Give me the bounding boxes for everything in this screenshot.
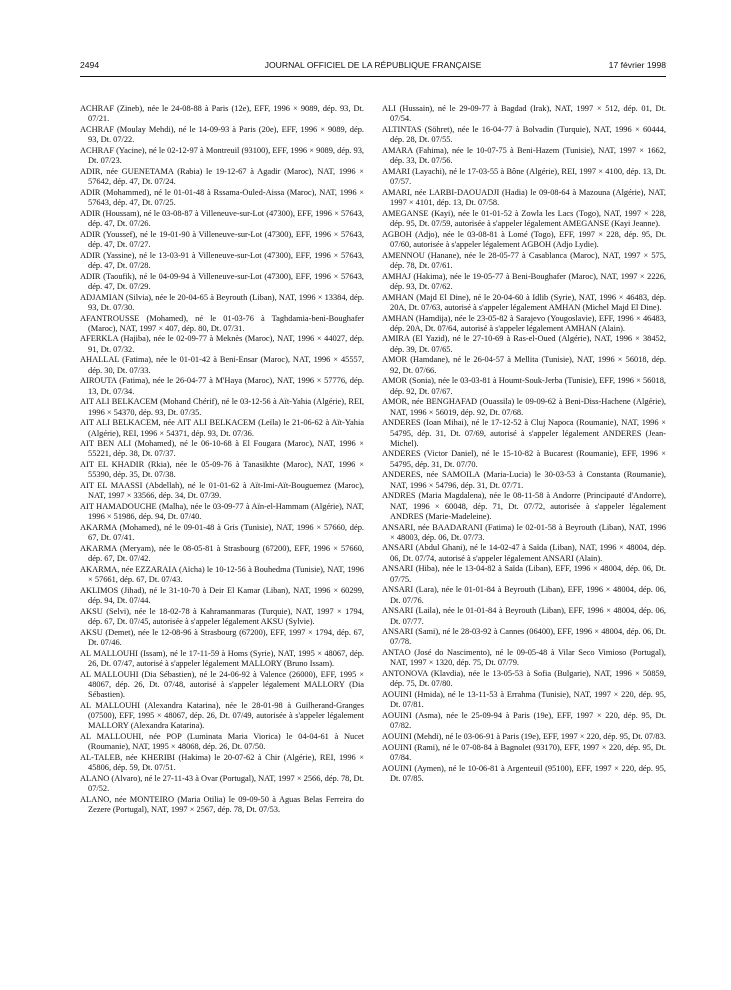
registry-entry: ANSARI, née BAADARANI (Fatima) le 02-01-58 à Beyrouth (Liban), NAT, 1996 × 48003, dép. 06, Dt. 07/73.	[382, 522, 666, 542]
registry-entry: AKLIMOS (Jihad), né le 31-10-70 à Deir El Kamar (Liban), NAT, 1996 × 60299, dép. 94, Dt. 07/44.	[80, 585, 364, 606]
right-column	[382, 104, 666, 785]
registry-entry: ANTONOVA (Klavdia), née le 13-05-53 à Sofia (Bulgarie), NAT, 1996 × 50859, dép. 75, Dt. 07/80.	[382, 669, 666, 689]
registry-entry: ALANO (Alvaro), né le 27-11-43 à Ovar (Portugal), NAT, 1997 × 2566, dép. 78, Dt. 07/52.	[80, 773, 364, 794]
publication-date: 17 février 1998	[608, 60, 666, 70]
registry-entry: AIT EL MAASSI (Abdellah), né le 01-01-62 à Aït-Imi-Aït-Bouguemez (Maroc), NAT, 1997 × 33566, dép. 34, Dt. 07/39.	[80, 481, 364, 501]
registry-entry: ALTINTAS (Söhret), née le 16-04-77 à Bolvadin (Turquie), NAT, 1996 × 60444, dép. 28, Dt. 07/55.	[382, 124, 666, 145]
registry-entry: AIT EL KHADIR (Rkia), née le 05-09-76 à Tanasikhte (Maroc), NAT, 1996 × 55390, dép. 35, Dt. 07/38.	[80, 460, 364, 480]
registry-entry: AMOR (Hamdane), né le 26-04-57 à Mellita (Tunisie), NAT, 1996 × 56018, dép. 92, Dt. 07/66.	[382, 355, 666, 375]
registry-entry: AFERKLA (Hajiba), née le 02-09-77 à Meknès (Maroc), NAT, 1996 × 44027, dép. 91, Dt. 07/32.	[80, 334, 364, 354]
registry-entry: ACHRAF (Yacine), né le 02-12-97 à Montreuil (93100), EFF, 1996 × 9089, dép. 93, Dt. 07/23.	[80, 145, 364, 166]
registry-entry: AOUINI (Hmida), né le 13-11-53 à Errahma (Tunisie), NAT, 1997 × 220, dép. 95, Dt. 07/81.	[382, 690, 666, 710]
registry-entry: ANDERES, née SAMOILA (Maria-Lucia) le 30-03-53 à Constanta (Roumanie), NAT, 1996 × 54796, dép. 31, Dt. 07/71.	[382, 470, 666, 490]
registry-entry: AMARI (Layachi), né le 17-03-55 à Bône (Algérie), REI, 1997 × 4100, dép. 13, Dt. 07/57.	[382, 166, 666, 187]
registry-entry: AIT ALI BELKACEM (Mohand Chérif), né le 03-12-56 à Aït-Yahia (Algérie), REI, 1996 × 54370, dép. 93, Dt. 07/35.	[80, 397, 364, 417]
registry-entry: AOUINI (Mehdi), né le 03-06-91 à Paris (19e), EFF, 1997 × 220, dép. 95, Dt. 07/83.	[382, 732, 666, 742]
registry-entry: ANDERES (Ioan Mihai), né le 17-12-52 à Cluj Napoca (Roumanie), NAT, 1996 × 54795, dép. 31, Dt. 07/69, autorisé à s'appeler légalement ANDERES (Jean-Michel).	[382, 418, 666, 448]
registry-entry: AMENNOU (Hanane), née le 28-05-77 à Casablanca (Maroc), NAT, 1997 × 575, dép. 78, Dt. 07/61.	[382, 250, 666, 270]
registry-entry: AKSU (Selvi), née le 18-02-78 à Kahramanmaras (Turquie), NAT, 1997 × 1794, dép. 67, Dt. 07/45, autorisée à s'appeler légalement AKSU (Sylvie).	[80, 606, 364, 627]
registry-entry: AMHAN (Majd El Dine), né le 20-04-60 à Idlib (Syrie), NAT, 1996 × 46483, dép. 20A, Dt. 07/63, autorisé à s'appeler légalement AMHAN (Michel Majd El Dine).	[382, 292, 666, 312]
registry-entry: AIROUTA (Fatima), née le 26-04-77 à M'Haya (Maroc), NAT, 1996 × 57776, dép. 13, Dt. 07/34.	[80, 376, 364, 396]
registry-entry: AL MALLOUHI (Issam), né le 17-11-59 à Homs (Syrie), NAT, 1995 × 48067, dép. 26, Dt. 07/47, autorisé à s'appeler légalement MALLORY (Bruno Issam).	[80, 648, 364, 668]
registry-entry: ADIR (Youssef), né le 19-01-90 à Villeneuve-sur-Lot (47300), EFF, 1996 × 57643, dép. 47, Dt. 07/27.	[80, 229, 364, 249]
registry-entry: ADIR (Houssam), né le 03-08-87 à Villeneuve-sur-Lot (47300), EFF, 1996 × 57643, dép. 47, Dt. 07/26.	[80, 208, 364, 228]
registry-entry: ANDRES (Maria Magdalena), née le 08-11-58 à Andorre (Principauté d'Andorre), NAT, 1996 × 60048, dép. 71, Dt. 07/72, autorisée à s'appeler légalement ANDRES (Marie-Madeleine).	[382, 491, 666, 521]
registry-entry: AKARMA (Meryam), née le 08-05-81 à Strasbourg (67200), EFF, 1996 × 57660, dép. 67, Dt. 07/42.	[80, 544, 364, 564]
registry-entry: ANTAO (José do Nascimento), né le 09-05-48 à Vilar Seco Vimioso (Portugal), NAT, 1997 × 1320, dép. 75, Dt. 07/79.	[382, 648, 666, 668]
registry-entry: ANSARI (Sami), né le 28-03-92 à Cannes (06400), EFF, 1996 × 48004, dép. 06, Dt. 07/78.	[382, 627, 666, 647]
registry-entry: AOUINI (Asma), née le 25-09-94 à Paris (19e), EFF, 1997 × 220, dép. 95, Dt. 07/82.	[382, 711, 666, 731]
registry-entry: ACHRAF (Zineb), née le 24-08-88 à Paris (12e), EFF, 1996 × 9089, dép. 93, Dt. 07/21.	[80, 104, 364, 124]
registry-entry: ANSARI (Hiba), née le 13-04-82 à Saïda (Liban), EFF, 1996 × 48004, dép. 06, Dt. 07/75.	[382, 564, 666, 584]
registry-entry: AIT HAMADOUCHE (Malha), née le 03-09-77 à Aïn-el-Hammam (Algérie), NAT, 1996 × 51986, dép. 94, Dt. 07/40.	[80, 502, 364, 522]
registry-entry: AMOR, née BENGHAFAD (Ouassila) le 09-09-62 à Beni-Diss-Hachene (Algérie), NAT, 1996 × 56019, dép. 92, Dt. 07/68.	[382, 397, 666, 417]
registry-entry: AIT ALI BELKACEM, née AIT ALI BELKACEM (Leïla) le 21-06-62 à Aït-Yahia (Algérie), REI, 1996 × 54371, dép. 93, Dt. 07/36.	[80, 418, 364, 438]
registry-entry: AGBOH (Adjo), née le 03-08-81 à Lomé (Togo), EFF, 1997 × 228, dép. 95, Dt. 07/60, autorisée à s'appeler légalement AGBOH (Adjo Lydie).	[382, 229, 666, 249]
left-column	[80, 104, 364, 816]
registry-entry: AMARA (Fahima), née le 10-07-75 à Beni-Hazem (Tunisie), NAT, 1997 × 1662, dép. 33, Dt. 07/56.	[382, 145, 666, 166]
registry-entry: ANSARI (Laila), née le 01-01-84 à Beyrouth (Liban), EFF, 1996 × 48004, dép. 06, Dt. 07/77.	[382, 606, 666, 626]
registry-entry: ADIR, née GUENETAMA (Rabia) le 19-12-67 à Agadir (Maroc), NAT, 1996 × 57642, dép. 47, Dt. 07/24.	[80, 166, 364, 187]
registry-entry: ANSARI (Abdul Ghani), né le 14-02-47 à Saïda (Liban), NAT, 1996 × 48004, dép. 06, Dt. 07/74, autorisé à s'appeler légalement ANSARI (Alain).	[382, 543, 666, 563]
registry-entry: ANSARI (Lara), née le 01-01-84 à Beyrouth (Liban), EFF, 1996 × 48004, dép. 06, Dt. 07/76.	[382, 585, 666, 605]
registry-entry: ADIR (Mohammed), né le 01-01-48 à Rssama-Ouled-Aissa (Maroc), NAT, 1996 × 57643, dép. 47, Dt. 07/25.	[80, 187, 364, 208]
header-rule	[80, 76, 666, 77]
registry-entry: ALI (Hussain), né le 29-09-77 à Bagdad (Irak), NAT, 1997 × 512, dép. 01, Dt. 07/54.	[382, 104, 666, 124]
registry-entry: ADIR (Taoufik), né le 04-09-94 à Villeneuve-sur-Lot (47300), EFF, 1996 × 57643, dép. 47, Dt. 07/29.	[80, 271, 364, 291]
registry-entry: AIT BEN ALI (Mohamed), né le 06-10-68 à El Fougara (Maroc), NAT, 1996 × 55221, dép. 38, Dt. 07/37.	[80, 439, 364, 459]
registry-entry: AOUINI (Rami), né le 07-08-84 à Bagnolet (93170), EFF, 1997 × 220, dép. 95, Dt. 07/84.	[382, 742, 666, 762]
registry-entry: AL MALLOUHI, née POP (Luminata Maria Viorica) le 04-04-61 à Nucet (Roumanie), NAT, 1995 × 48068, dép. 26, Dt. 07/50.	[80, 732, 364, 752]
registry-entry: AMEGANSE (Kayi), née le 01-01-52 à Zowla les Lacs (Togo), NAT, 1997 × 228, dép. 95, Dt. 07/59, autorisée à s'appeler légalement AMEGANSE (Kayi Jeanne).	[382, 208, 666, 228]
registry-entry: AMIRA (El Yazid), né le 27-10-69 à Ras-el-Oued (Algérie), NAT, 1996 × 38452, dép. 39, Dt. 07/65.	[382, 334, 666, 354]
registry-entry: AKSU (Demet), née le 12-08-96 à Strasbourg (67200), EFF, 1997 × 1794, dép. 67, Dt. 07/46.	[80, 627, 364, 648]
registry-entry: AL MALLOUHI (Alexandra Katarina), née le 28-01-98 à Guilherand-Granges (07500), EFF, 1995 × 48067, dép. 26, Dt. 07/49, autorisée à s'appeler légalement MALLORY (Alexandra Katarina).	[80, 700, 364, 731]
page-number: 2494	[80, 60, 100, 70]
journal-title: JOURNAL OFFICIEL DE LA RÉPUBLIQUE FRANÇAISE	[264, 60, 482, 70]
registry-entry: AOUINI (Aymen), né le 10-06-81 à Argenteuil (95100), EFF, 1997 × 220, dép. 95, Dt. 07/85.	[382, 763, 666, 783]
registry-entry: AL MALLOUHI (Dia Sébastien), né le 24-06-92 à Valence (26000), EFF, 1995 × 48067, dép. 26, Dt. 07/48, autorisé à s'appeler légalement MALLORY (Dia Sébastien).	[80, 669, 364, 700]
registry-entry: AMHAN (Hamdija), née le 23-05-82 à Sarajevo (Yougoslavie), EFF, 1996 × 46483, dép. 20A, Dt. 07/64, autorisé à s'appeler légalement AMHAN (Alain).	[382, 313, 666, 333]
registry-entry: AHALLAL (Fatima), née le 01-01-42 à Beni-Ensar (Maroc), NAT, 1996 × 45557, dép. 30, Dt. 07/33.	[80, 355, 364, 375]
registry-entry: AFANTROUSSE (Mohamed), né le 01-03-76 à Taghdamia-beni-Boughafer (Maroc), NAT, 1997 × 407, dép. 80, Dt. 07/31.	[80, 313, 364, 333]
registry-entry: AMOR (Sonia), née le 03-03-81 à Houmt-Souk-Jerba (Tunisie), EFF, 1996 × 56018, dép. 92, Dt. 07/67.	[382, 376, 666, 396]
registry-entry: ACHRAF (Moulay Mehdi), né le 14-09-93 à Paris (20e), EFF, 1996 × 9089, dép. 93, Dt. 07/22.	[80, 124, 364, 145]
registry-entry: ADJAMIAN (Silvia), née le 20-04-65 à Beyrouth (Liban), NAT, 1996 × 13384, dép. 93, Dt. 07/30.	[80, 292, 364, 312]
registry-entry: AL-TALEB, née KHERIBI (Hakima) le 20-07-62 à Chir (Algérie), REI, 1996 × 45806, dép. 59, Dt. 07/51.	[80, 753, 364, 773]
registry-entry: AMARI, née LARBI-DAOUADJI (Hadia) le 09-08-64 à Mazouna (Algérie), NAT, 1997 × 4101, dép. 13, Dt. 07/58.	[382, 187, 666, 208]
registry-entry: ADIR (Yassine), né le 13-03-91 à Villeneuve-sur-Lot (47300), EFF, 1996 × 57643, dép. 47, Dt. 07/28.	[80, 250, 364, 270]
registry-entry: AMHAJ (Hakima), née le 19-05-77 à Beni-Boughafer (Maroc), NAT, 1997 × 2226, dép. 93, Dt. 07/62.	[382, 271, 666, 291]
registry-entry: AKARMA (Mohamed), né le 09-01-48 à Gris (Tunisie), NAT, 1996 × 57660, dép. 67, Dt. 07/41.	[80, 523, 364, 543]
page-header	[80, 60, 666, 74]
registry-entry: AKARMA, née EZZARAIA (Aïcha) le 10-12-56 à Bouhedma (Tunisie), NAT, 1996 × 57661, dép. 67, Dt. 07/43.	[80, 564, 364, 585]
registry-entry: ALANO, née MONTEIRO (Maria Otilia) le 09-09-50 à Aguas Belas Ferreira do Zezere (Portugal), NAT, 1997 × 2567, dép. 78, Dt. 07/53.	[80, 794, 364, 815]
registry-entry: ANDERES (Victor Daniel), né le 15-10-82 à Bucarest (Roumanie), EFF, 1996 × 54795, dép. 31, Dt. 07/70.	[382, 449, 666, 469]
